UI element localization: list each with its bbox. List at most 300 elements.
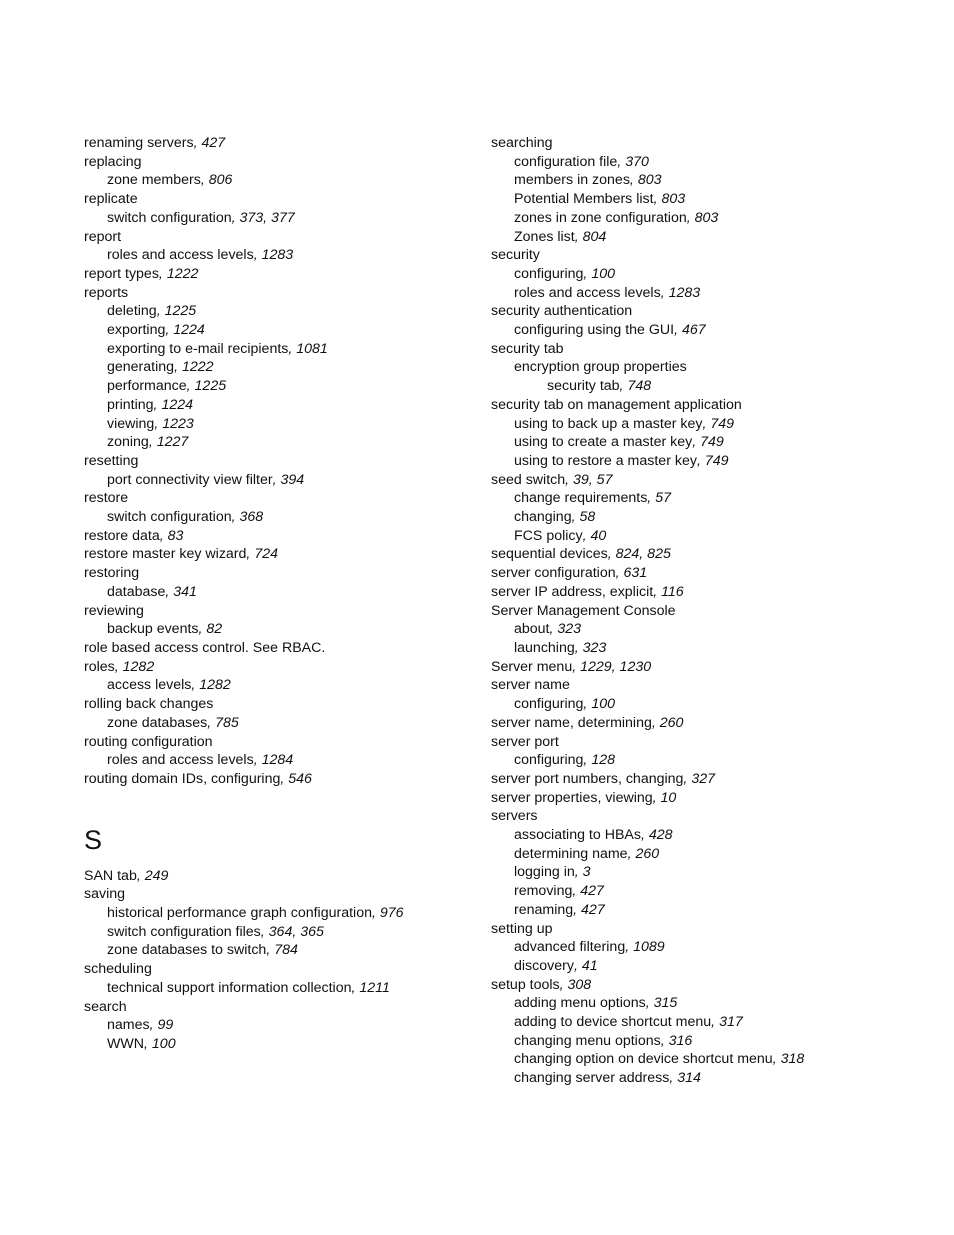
page-separator: , <box>574 639 583 656</box>
index-term: exporting to e-mail recipients <box>107 340 289 357</box>
index-term: security <box>491 247 540 264</box>
index-term: searching <box>491 135 553 151</box>
index-term: server port numbers, changing <box>491 770 684 787</box>
page-separator: , <box>686 209 695 226</box>
page-separator: , <box>159 527 168 544</box>
index-entry <box>84 960 474 979</box>
index-term: switch configuration <box>107 209 232 226</box>
page-numbers: 323 <box>582 639 607 656</box>
index-entries-r <box>84 134 474 789</box>
index-entry <box>107 904 474 923</box>
page-numbers: 100 <box>151 1035 176 1052</box>
page-separator: , <box>674 322 682 339</box>
index-term: port connectivity view filter <box>107 471 273 488</box>
page-separator: , <box>583 265 592 282</box>
page-numbers: 318 <box>780 1051 805 1068</box>
index-entries-s-continued <box>491 134 931 1088</box>
page-numbers: 83 <box>167 527 184 544</box>
page-separator: , <box>549 621 558 638</box>
page-numbers: 10 <box>660 789 677 806</box>
page-separator: , <box>272 471 281 488</box>
page-numbers: 976 <box>379 905 404 922</box>
page-numbers: 724 <box>254 546 278 563</box>
page-separator: , <box>191 677 200 694</box>
page-separator: , <box>559 976 568 993</box>
page-separator: , <box>149 1017 158 1034</box>
page-numbers: 260 <box>659 714 684 731</box>
index-entry <box>84 658 474 677</box>
page-numbers: 806 <box>208 172 233 189</box>
index-entry <box>514 845 931 864</box>
page-separator: , <box>154 415 163 432</box>
page-numbers: 1284 <box>261 752 294 769</box>
index-entry <box>514 1032 931 1051</box>
index-term: generating <box>107 359 175 376</box>
page-separator: , <box>573 901 582 918</box>
page-separator: , <box>574 228 583 245</box>
index-term: removing <box>514 883 573 900</box>
page-separator: , <box>619 378 628 395</box>
index-term: setup tools <box>491 976 560 993</box>
page-separator: , <box>653 191 662 208</box>
index-entry <box>514 1050 931 1069</box>
page-numbers: 824, 825 <box>615 546 671 563</box>
page-separator: , <box>136 867 145 884</box>
page-numbers: 364, 365 <box>268 923 324 940</box>
index-term: routing configuration <box>84 733 213 750</box>
section-letter-s: S <box>84 824 103 855</box>
index-term: encryption group properties <box>514 359 687 376</box>
page-numbers: 1227 <box>156 434 189 451</box>
index-term: SAN tab <box>84 867 137 884</box>
index-entry <box>514 957 931 976</box>
page-separator: , <box>148 434 157 451</box>
index-entry <box>491 770 931 789</box>
index-term: replacing <box>84 153 142 170</box>
index-entry <box>107 302 474 321</box>
page-numbers: 341 <box>173 583 197 600</box>
index-term: roles and access levels <box>107 247 254 264</box>
page-separator: , <box>660 1032 669 1049</box>
index-entry <box>547 377 931 396</box>
index-entry <box>84 733 474 752</box>
index-term: setting up <box>491 920 553 937</box>
index-entry <box>514 863 931 882</box>
index-entry <box>107 676 474 695</box>
index-entry <box>514 751 931 770</box>
index-entry <box>514 358 931 377</box>
index-entry <box>514 826 931 845</box>
index-entry <box>514 938 931 957</box>
page-numbers: 1224 <box>173 322 205 339</box>
page-separator: , <box>617 153 626 170</box>
index-entry <box>514 901 931 920</box>
index-term: report <box>84 228 122 245</box>
index-term: roles <box>84 658 115 675</box>
index-term: servers <box>491 808 538 825</box>
index-term: technical support information collection <box>107 979 352 996</box>
page-numbers: 57 <box>655 490 671 507</box>
page-numbers: 128 <box>591 752 615 769</box>
page-separator: , <box>174 359 182 376</box>
index-entry <box>84 998 474 1017</box>
index-entry <box>491 545 931 564</box>
index-entry <box>84 228 474 247</box>
page-separator: , <box>669 1070 678 1087</box>
index-entry <box>107 321 474 340</box>
index-entry <box>514 171 931 190</box>
page-numbers: 3 <box>582 864 591 881</box>
page-separator: , <box>158 265 167 282</box>
index-term: logging in <box>514 864 575 881</box>
page-separator: , <box>582 527 591 544</box>
page-separator: , <box>200 172 209 189</box>
index-entry <box>491 920 931 939</box>
page-numbers: 749 <box>704 452 729 469</box>
index-entry <box>107 246 474 265</box>
page-numbers: 1081 <box>296 340 328 357</box>
index-term: historical performance graph configuration <box>107 905 372 922</box>
page-separator: , <box>696 452 705 469</box>
page-numbers: 467 <box>682 322 706 339</box>
page-numbers: 1089 <box>633 939 665 956</box>
page-numbers: 100 <box>591 265 615 282</box>
page-numbers: 1283 <box>261 247 294 264</box>
index-term: server name <box>491 677 570 694</box>
page-numbers: 1225 <box>194 378 227 395</box>
index-term: configuring <box>514 752 584 769</box>
page-numbers: 1283 <box>668 284 701 301</box>
index-term: roles and access levels <box>107 752 254 769</box>
page-numbers: 327 <box>691 770 715 787</box>
index-entry <box>107 433 474 452</box>
index-term: using to back up a master key <box>514 415 703 432</box>
index-entry <box>514 994 931 1013</box>
index-entry <box>514 639 931 658</box>
page-separator: , <box>645 995 654 1012</box>
index-term: Server menu <box>491 658 573 675</box>
page-numbers: 373, 377 <box>239 209 295 226</box>
page-separator: , <box>253 752 262 769</box>
index-entry <box>84 885 474 904</box>
index-term: resetting <box>84 452 139 469</box>
page-numbers: 1282 <box>122 658 155 675</box>
index-term: zones in zone configuration <box>514 209 687 226</box>
index-entry <box>84 284 474 303</box>
index-entry <box>514 1013 931 1032</box>
index-term: switch configuration <box>107 509 232 526</box>
index-entry <box>514 415 931 434</box>
index-entry <box>514 695 931 714</box>
page-numbers: 428 <box>648 827 673 844</box>
page-separator: , <box>165 583 174 600</box>
index-term: seed switch <box>491 471 566 488</box>
index-term: configuration file <box>514 153 618 170</box>
index-entry <box>84 489 474 508</box>
page-separator: , <box>711 1014 720 1031</box>
index-term: zone databases to switch <box>107 942 267 959</box>
page-numbers: 748 <box>627 378 652 395</box>
index-entry <box>514 508 931 527</box>
page-separator: , <box>572 658 581 675</box>
page-separator: , <box>647 490 656 507</box>
page-separator: , <box>231 509 240 526</box>
index-entry <box>514 228 931 247</box>
index-term: members in zones <box>514 172 630 189</box>
index-term: saving <box>84 886 126 903</box>
page-numbers: 803 <box>637 172 662 189</box>
index-entry <box>84 265 474 284</box>
index-term: performance <box>107 378 187 395</box>
index-term: Server Management Console <box>491 602 676 619</box>
index-term: changing menu options <box>514 1032 661 1049</box>
index-term: restore <box>84 490 129 507</box>
page-separator: , <box>260 923 269 940</box>
index-term: security tab on management application <box>491 396 742 413</box>
index-entry <box>514 209 931 228</box>
index-term: renaming <box>514 901 574 918</box>
page-separator: , <box>629 172 638 189</box>
index-term: change requirements <box>514 490 648 507</box>
index-term: reports <box>84 284 129 301</box>
page-numbers: 427 <box>581 901 605 918</box>
page-numbers: 749 <box>710 415 735 432</box>
page-separator: , <box>207 714 216 731</box>
page-separator: , <box>246 546 255 563</box>
page-separator: , <box>193 135 202 151</box>
index-entry <box>107 923 474 942</box>
index-term: roles and access levels <box>514 284 661 301</box>
index-entry <box>84 190 474 209</box>
index-entry <box>107 396 474 415</box>
page-separator: , <box>198 621 207 638</box>
index-term: adding menu options <box>514 995 646 1012</box>
index-entry <box>107 1035 474 1054</box>
index-entry <box>491 789 931 808</box>
page-separator: , <box>351 979 360 996</box>
index-term: FCS policy <box>514 527 583 544</box>
page-separator: , <box>583 696 592 713</box>
index-term: server IP address, explicit <box>491 583 654 600</box>
index-entry <box>107 583 474 602</box>
index-entry <box>491 976 931 995</box>
index-term: discovery <box>514 957 574 974</box>
index-term: using to restore a master key <box>514 452 697 469</box>
index-entry <box>514 265 931 284</box>
index-entry <box>491 396 931 415</box>
index-term: determining name <box>514 845 628 862</box>
page-numbers: 99 <box>157 1017 174 1034</box>
index-entry <box>107 415 474 434</box>
index-term: rolling back changes <box>84 696 214 713</box>
index-term: changing option on device shortcut menu <box>514 1051 773 1068</box>
page-separator: , <box>231 209 240 226</box>
index-entry <box>107 620 474 639</box>
page-numbers: 427 <box>201 135 226 151</box>
index-entry <box>491 714 931 733</box>
index-entry <box>514 321 931 340</box>
index-term: zone members <box>107 172 201 189</box>
index-term: Zones list <box>514 228 575 245</box>
index-term: launching <box>514 639 575 656</box>
index-entry <box>107 377 474 396</box>
page-numbers: 308 <box>567 976 592 993</box>
index-entry <box>84 153 474 172</box>
index-term: server configuration <box>491 565 616 582</box>
index-term: Potential Members list <box>514 191 654 208</box>
page-numbers: 785 <box>215 714 239 731</box>
page-numbers: 1282 <box>199 677 231 694</box>
index-entry <box>84 770 474 789</box>
index-entries-s <box>84 867 474 1054</box>
page-separator: , <box>653 583 662 600</box>
page-separator: , <box>565 471 574 488</box>
page-numbers: 116 <box>661 583 684 600</box>
page-separator: , <box>253 247 262 264</box>
index-term: server port <box>491 733 559 750</box>
index-term: adding to device shortcut menu <box>514 1014 712 1031</box>
index-term: configuring <box>514 696 584 713</box>
index-entry <box>84 134 474 153</box>
index-entry <box>491 807 931 826</box>
index-term: routing domain IDs, configuring <box>84 770 281 787</box>
index-entry <box>84 564 474 583</box>
index-term: server name, determining <box>491 714 652 731</box>
index-entry <box>84 527 474 546</box>
index-entry <box>514 153 931 172</box>
index-entry <box>514 190 931 209</box>
index-term: backup events <box>107 621 199 638</box>
page-separator: , <box>573 957 582 974</box>
page-numbers: 58 <box>579 509 596 526</box>
page-separator: , <box>114 658 123 675</box>
page-numbers: 1223 <box>162 415 194 432</box>
index-entry <box>84 602 474 621</box>
index-term: printing <box>107 396 154 413</box>
page-numbers: 317 <box>719 1014 743 1031</box>
page-numbers: 40 <box>590 527 607 544</box>
index-term: changing <box>514 509 572 526</box>
index-term: database <box>107 583 166 600</box>
page-separator: , <box>371 905 380 922</box>
page-numbers: 1211 <box>359 979 390 996</box>
index-entry <box>491 602 931 621</box>
index-term: zone databases <box>107 714 208 731</box>
page-separator: , <box>627 845 636 862</box>
page-numbers: 323 <box>557 621 582 638</box>
page-separator: , <box>772 1051 781 1068</box>
index-term: exporting <box>107 322 166 339</box>
index-entry <box>107 209 474 228</box>
index-entry <box>107 471 474 490</box>
page-separator: , <box>266 942 275 959</box>
page-numbers: 41 <box>581 957 598 974</box>
page-numbers: 1224 <box>161 396 193 413</box>
page-numbers: 546 <box>288 770 312 787</box>
index-entry <box>514 284 931 303</box>
index-entry <box>107 941 474 960</box>
page-separator: , <box>186 378 195 395</box>
page-separator: , <box>165 322 174 339</box>
index-entry <box>514 882 931 901</box>
index-term: configuring using the GUI <box>514 322 675 339</box>
index-term: associating to HBAs <box>514 827 641 844</box>
index-entry <box>491 733 931 752</box>
page-separator: , <box>583 752 592 769</box>
index-term: advanced filtering <box>514 939 626 956</box>
index-entry <box>84 545 474 564</box>
page-numbers: 316 <box>668 1032 693 1049</box>
index-term: deleting <box>107 303 157 320</box>
index-entry <box>84 695 474 714</box>
index-term: access levels <box>107 677 192 694</box>
page-separator: , <box>574 864 583 881</box>
page-numbers: 82 <box>206 621 223 638</box>
index-term: WWN <box>107 1035 145 1052</box>
index-entry <box>107 751 474 770</box>
index-entry <box>491 564 931 583</box>
index-term: using to create a master key <box>514 434 693 451</box>
index-term: zoning <box>107 434 149 451</box>
index-term: replicate <box>84 191 138 208</box>
page-numbers: 1229, 1230 <box>580 658 652 675</box>
page-numbers: 1222 <box>181 359 214 376</box>
index-term: server properties, viewing <box>491 789 653 806</box>
index-column-left <box>84 134 474 1054</box>
index-entry <box>84 639 474 658</box>
index-term: security tab <box>547 378 620 395</box>
index-term: changing server address <box>514 1070 670 1087</box>
index-entry <box>491 471 931 490</box>
page-numbers: 315 <box>653 995 678 1012</box>
page-separator: , <box>607 546 616 563</box>
page-separator: , <box>651 714 660 731</box>
index-entry <box>491 676 931 695</box>
page-numbers: 394 <box>280 471 305 488</box>
page-separator: , <box>144 1035 152 1052</box>
index-entry <box>107 508 474 527</box>
index-entry <box>107 714 474 733</box>
page-separator: , <box>652 789 661 806</box>
index-term: names <box>107 1017 150 1034</box>
page-numbers: 784 <box>274 942 298 959</box>
index-term: configuring <box>514 265 584 282</box>
index-entry <box>491 302 931 321</box>
page-separator: , <box>660 284 669 301</box>
index-term: restoring <box>84 565 140 582</box>
index-term: report types <box>84 265 159 282</box>
index-entry <box>491 658 931 677</box>
index-entry <box>514 452 931 471</box>
page-numbers: 370 <box>625 153 649 170</box>
page-numbers: 100 <box>591 696 615 713</box>
page-numbers: 803 <box>661 191 686 208</box>
page-separator: , <box>615 565 624 582</box>
index-entry <box>107 358 474 377</box>
index-column-right <box>491 134 931 1088</box>
page-numbers: 1222 <box>166 265 199 282</box>
index-entry <box>514 489 931 508</box>
page-numbers: 631 <box>623 565 648 582</box>
page-separator: , <box>625 939 634 956</box>
page-separator: , <box>156 303 165 320</box>
index-entry <box>107 340 474 359</box>
page-separator: , <box>692 434 701 451</box>
index-term: viewing <box>107 415 155 432</box>
index-term: restore data <box>84 527 160 544</box>
index-entry <box>514 1069 931 1088</box>
page-numbers: 249 <box>144 867 169 884</box>
